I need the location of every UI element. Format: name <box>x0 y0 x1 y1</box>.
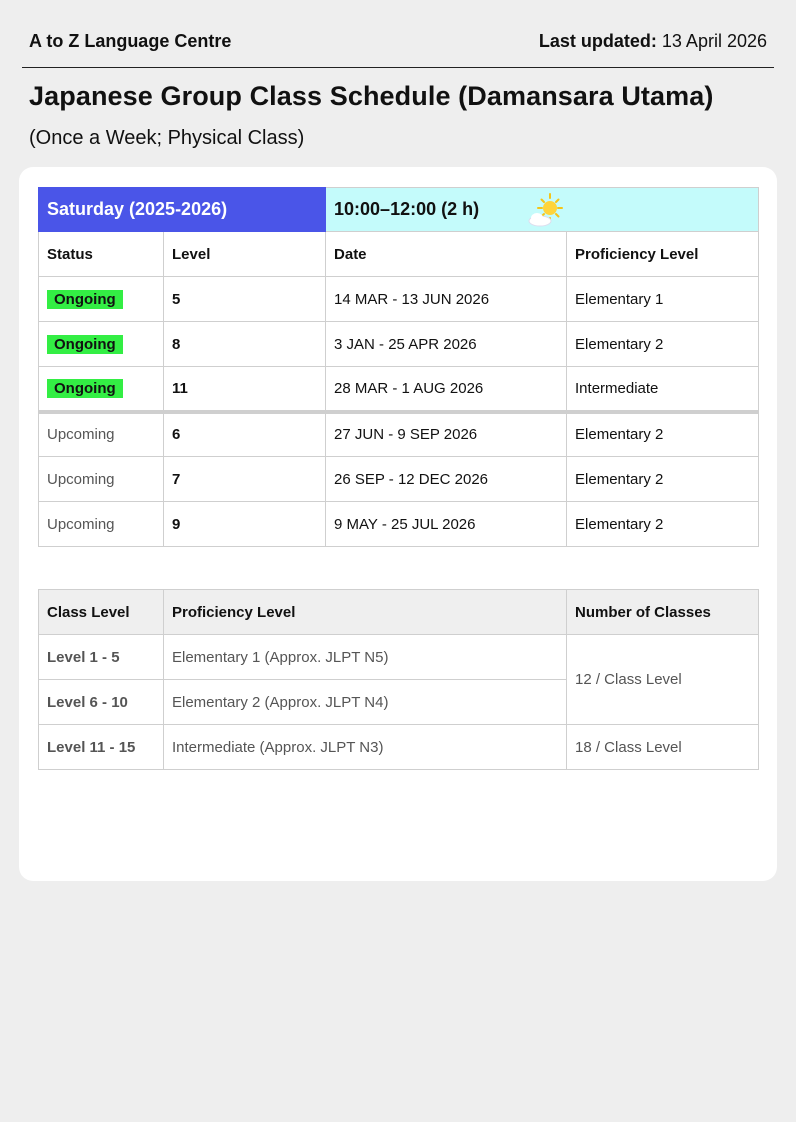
level-table <box>38 589 759 770</box>
col-level: Level <box>164 232 326 277</box>
schedule-time: 10:00–12:00 (2 h) <box>334 199 480 219</box>
row-number-of-classes: 18 / Class Level <box>567 725 759 770</box>
page-header <box>22 0 774 68</box>
row-proficiency: Elementary 2 <box>567 322 759 367</box>
col-class-level: Class Level <box>39 590 164 635</box>
row-level: 11 <box>164 367 326 412</box>
row-date: 14 MAR - 13 JUN 2026 <box>326 277 567 322</box>
table-row <box>39 367 759 412</box>
last-updated-label: Last updated: <box>538 31 657 51</box>
row-date: 26 SEP - 12 DEC 2026 <box>326 457 567 502</box>
table-row <box>39 725 759 770</box>
table-row <box>39 635 759 680</box>
schedule-day: Saturday (2025-2026) <box>39 188 326 232</box>
row-status: Upcoming <box>39 457 164 502</box>
row-proficiency: Elementary 1 (Approx. JLPT N5) <box>164 635 567 680</box>
table-row <box>39 457 759 502</box>
last-updated <box>539 31 767 52</box>
status-badge: Ongoing <box>47 335 123 354</box>
table-row <box>39 502 759 547</box>
row-level: 8 <box>164 322 326 367</box>
table-row <box>39 412 759 457</box>
row-proficiency: Elementary 1 <box>567 277 759 322</box>
row-proficiency: Elementary 2 <box>567 502 759 547</box>
schedule-table <box>38 187 759 547</box>
page-subtitle: (Once a Week; Physical Class) <box>29 127 305 149</box>
sun-behind-cloud-icon <box>526 192 566 228</box>
org-name: A to Z Language Centre <box>29 31 232 51</box>
row-date: 9 MAY - 25 JUL 2026 <box>326 502 567 547</box>
row-proficiency: Intermediate (Approx. JLPT N3) <box>164 725 567 770</box>
row-date: 3 JAN - 25 APR 2026 <box>326 322 567 367</box>
row-date: 28 MAR - 1 AUG 2026 <box>326 367 567 412</box>
row-level: 9 <box>164 502 326 547</box>
row-level: 6 <box>164 412 326 457</box>
row-proficiency: Intermediate <box>567 367 759 412</box>
col-status: Status <box>39 232 164 277</box>
col-proficiency: Proficiency Level <box>567 232 759 277</box>
table-row <box>39 322 759 367</box>
row-level: 7 <box>164 457 326 502</box>
schedule-time-cell <box>326 188 759 232</box>
row-status: Upcoming <box>39 412 164 457</box>
status-badge: Ongoing <box>47 290 123 309</box>
row-class-level: Level 1 - 5 <box>39 635 164 680</box>
row-proficiency: Elementary 2 (Approx. JLPT N4) <box>164 680 567 725</box>
row-level: 5 <box>164 277 326 322</box>
row-proficiency: Elementary 2 <box>567 412 759 457</box>
row-status: Upcoming <box>39 502 164 547</box>
table-row <box>39 277 759 322</box>
row-date: 27 JUN - 9 SEP 2026 <box>326 412 567 457</box>
col-date: Date <box>326 232 567 277</box>
last-updated-date: 13 April 2026 <box>661 31 767 51</box>
status-badge: Ongoing <box>47 379 123 398</box>
row-number-of-classes: 12 / Class Level <box>567 635 759 725</box>
row-class-level: Level 6 - 10 <box>39 680 164 725</box>
col-proficiency: Proficiency Level <box>164 590 567 635</box>
row-proficiency: Elementary 2 <box>567 457 759 502</box>
row-class-level: Level 11 - 15 <box>39 725 164 770</box>
schedule-card <box>19 167 777 881</box>
col-number-of-classes: Number of Classes <box>567 590 759 635</box>
page-title: Japanese Group Class Schedule (Damansara Utama) <box>29 81 714 111</box>
